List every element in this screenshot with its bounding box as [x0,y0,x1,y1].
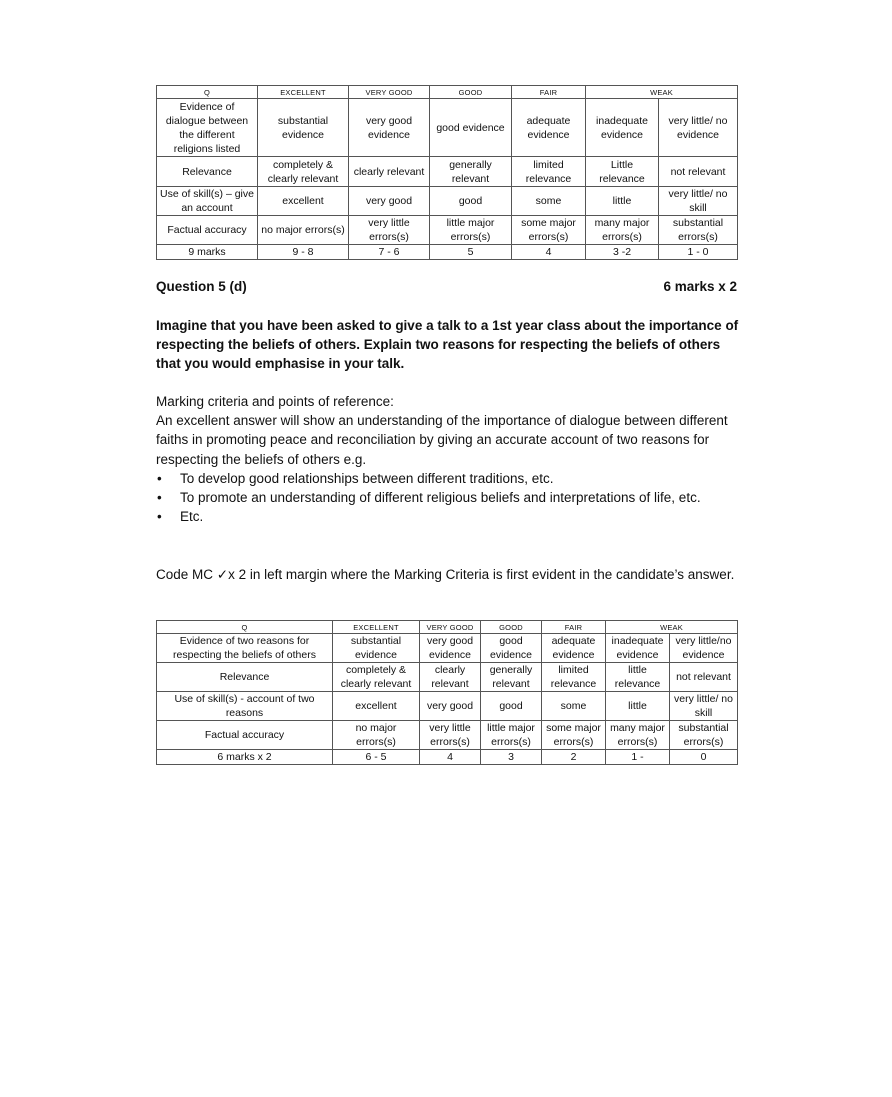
row-label: Relevance [157,663,333,692]
cell: clearly relevant [420,663,481,692]
cell: 1 - 0 [659,245,738,260]
cell: generally relevant [430,157,512,187]
cell: substantial errors(s) [670,721,738,750]
cell: some major errors(s) [542,721,606,750]
cell: little [606,692,670,721]
cell: limited relevance [512,157,586,187]
cell: very little/ no skill [670,692,738,721]
list-item [156,488,746,507]
row-label: 9 marks [157,245,258,260]
header-excellent: EXCELLENT [258,86,349,99]
cell: limited relevance [542,663,606,692]
cell: completely & clearly relevant [258,157,349,187]
cell: adequate evidence [542,634,606,663]
bullet-icon: • [157,509,162,525]
rubric-table-1 [156,85,738,260]
table-row [157,721,738,750]
cell: very little/no evidence [670,634,738,663]
cell: Little relevance [586,157,659,187]
row-label: Use of skill(s) - account of two reasons [157,692,333,721]
table-row [157,663,738,692]
cell: very good evidence [420,634,481,663]
cell: some [542,692,606,721]
list-item [156,507,746,526]
question-title: Question 5 (d) [156,279,247,294]
cell: good [430,187,512,216]
cell: little major errors(s) [430,216,512,245]
table-row [157,187,738,216]
cell: generally relevant [481,663,542,692]
header-good: GOOD [481,621,542,634]
cell: no major errors(s) [333,721,420,750]
row-label: Evidence of dialogue between the different religions listed [157,99,258,157]
table-row [157,99,738,157]
cell: good evidence [430,99,512,157]
header-fair: FAIR [512,86,586,99]
list-item-text: To develop good relationships between different traditions, etc. [180,470,554,486]
cell: little [586,187,659,216]
list-item [156,469,746,488]
row-label: 6 marks x 2 [157,750,333,765]
row-label: Factual accuracy [157,721,333,750]
bullet-icon: • [157,490,162,506]
cell: substantial evidence [333,634,420,663]
bullet-icon: • [157,470,162,486]
header-good: GOOD [430,86,512,99]
cell: many major errors(s) [606,721,670,750]
cell: excellent [333,692,420,721]
table-row [157,634,738,663]
rubric-header-row [157,621,738,634]
cell: very good [420,692,481,721]
header-q: Q [157,621,333,634]
header-weak: WEAK [586,86,738,99]
marking-criteria [156,392,746,526]
list-item-text: Etc. [180,509,204,525]
row-label: Relevance [157,157,258,187]
header-very-good: VERY GOOD [420,621,481,634]
cell: 5 [430,245,512,260]
cell: inadequate evidence [606,634,670,663]
cell: substantial evidence [258,99,349,157]
cell: 3 [481,750,542,765]
row-label: Factual accuracy [157,216,258,245]
cell: 2 [542,750,606,765]
rubric-table-2 [156,620,738,765]
rubric-header-row [157,86,738,99]
cell: 9 - 8 [258,245,349,260]
cell: very little/ no evidence [659,99,738,157]
cell: clearly relevant [349,157,430,187]
table-row [157,216,738,245]
table-row [157,692,738,721]
question-marks: 6 marks x 2 [663,279,737,294]
header-very-good: VERY GOOD [349,86,430,99]
header-weak: WEAK [606,621,738,634]
cell: some major errors(s) [512,216,586,245]
question-prompt: Imagine that you have been asked to give a talk to a 1st year class about the importance of respecting the beliefs of others. Explain two reasons for respecting the beliefs of others that you would emphasise in your talk. [156,318,739,371]
cell: some [512,187,586,216]
cell: good [481,692,542,721]
cell: 0 [670,750,738,765]
cell: little relevance [606,663,670,692]
header-fair: FAIR [542,621,606,634]
question-heading [156,279,737,294]
marks-row [157,245,738,260]
cell: not relevant [659,157,738,187]
cell: no major errors(s) [258,216,349,245]
cell: good evidence [481,634,542,663]
cell: inadequate evidence [586,99,659,157]
cell: 1 - [606,750,670,765]
cell: many major errors(s) [586,216,659,245]
cell: very good evidence [349,99,430,157]
table-row [157,157,738,187]
cell: 4 [420,750,481,765]
cell: substantial errors(s) [659,216,738,245]
cell: very little errors(s) [349,216,430,245]
cell: not relevant [670,663,738,692]
row-label: Evidence of two reasons for respecting the beliefs of others [157,634,333,663]
header-q: Q [157,86,258,99]
marks-row [157,750,738,765]
cell: 3 -2 [586,245,659,260]
cell: excellent [258,187,349,216]
cell: completely & clearly relevant [333,663,420,692]
cell: 7 - 6 [349,245,430,260]
criteria-bullet-list [156,469,746,527]
criteria-heading: Marking criteria and points of reference: [156,394,394,409]
row-label: Use of skill(s) – give an account [157,187,258,216]
cell: little major errors(s) [481,721,542,750]
cell: 4 [512,245,586,260]
code-note: Code MC ✓x 2 in left margin where the Marking Criteria is first evident in the candidate’s answer. [156,567,735,582]
header-excellent: EXCELLENT [333,621,420,634]
cell: very good [349,187,430,216]
cell: very little/ no skill [659,187,738,216]
list-item-text: To promote an understanding of different religious beliefs and interpretations of life, etc. [180,490,701,506]
cell: adequate evidence [512,99,586,157]
cell: very little errors(s) [420,721,481,750]
criteria-body: An excellent answer will show an understanding of the importance of dialogue between different faiths in promoting peace and reconciliation by giving an accurate account of two reasons for respecting the beliefs of others e.g. [156,413,728,467]
cell: 6 - 5 [333,750,420,765]
